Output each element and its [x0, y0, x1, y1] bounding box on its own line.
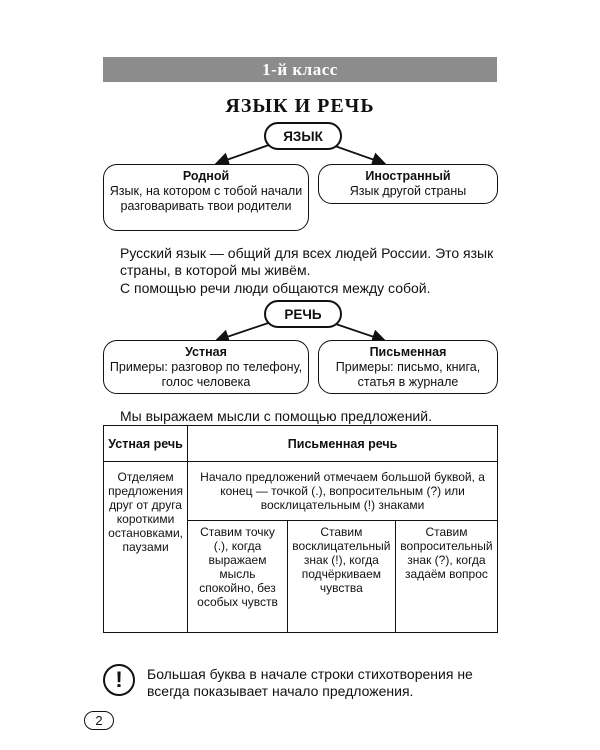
native-language-box — [103, 164, 309, 231]
speech-label: РЕЧЬ — [264, 300, 342, 328]
paragraph-russian-language: Русский язык — общий для всех людей России. Это язык страны, в которой мы живём. — [120, 245, 494, 278]
question-case-cell: Ставим вопросительный знак (?), когда задаём вопрос — [395, 521, 497, 633]
native-language-title: Родной — [182, 169, 230, 183]
grade-label: 1-й класс — [262, 59, 338, 79]
exclamation-case-cell: Ставим восклицательный знак (!), когда подчёркиваем чувства — [287, 521, 395, 633]
language-label: ЯЗЫК — [264, 122, 342, 150]
oral-speech-title: Устная — [185, 345, 227, 359]
oral-speech-cell: Отделяем предложения друг от друга короткими остановками, паузами — [104, 462, 188, 633]
header-oral-speech: Устная речь — [104, 426, 188, 462]
oral-speech-box — [103, 340, 309, 394]
table-intro: Мы выражаем мысли с помощью предложений. — [120, 408, 432, 424]
page-title: ЯЗЫК И РЕЧЬ — [225, 95, 375, 117]
foreign-language-box — [318, 164, 498, 204]
speech-table — [103, 425, 498, 633]
oral-speech-text: Примеры: разговор по телефону, голос человека — [109, 360, 303, 389]
page-number: 2 — [84, 711, 114, 730]
written-speech-text: Примеры: письмо, книга, статья в журнале — [335, 360, 481, 389]
exclamation-icon: ! — [103, 664, 135, 696]
foreign-language-title: Иностранный — [365, 169, 451, 183]
written-speech-title: Письменная — [369, 345, 447, 359]
written-intro-cell: Начало предложений отмечаем большой буквой, а конец — точкой (.), вопросительным (?) или восклицательным (!) знаками — [188, 462, 498, 521]
period-case-cell: Ставим точку (.), когда выражаем мысль спокойно, без особых чувств — [188, 521, 288, 633]
foreign-language-text: Язык другой страны — [349, 184, 467, 198]
paragraph-speech: С помощью речи люди общаются между собой. — [120, 280, 431, 296]
native-language-text: Язык, на котором с тобой начали разговаривать твои родители — [109, 184, 303, 213]
written-speech-box — [318, 340, 498, 394]
header-written-speech: Письменная речь — [188, 426, 498, 462]
note-text: Большая буква в начале строки стихотворения не всегда показывает начало предложения. — [147, 666, 473, 699]
